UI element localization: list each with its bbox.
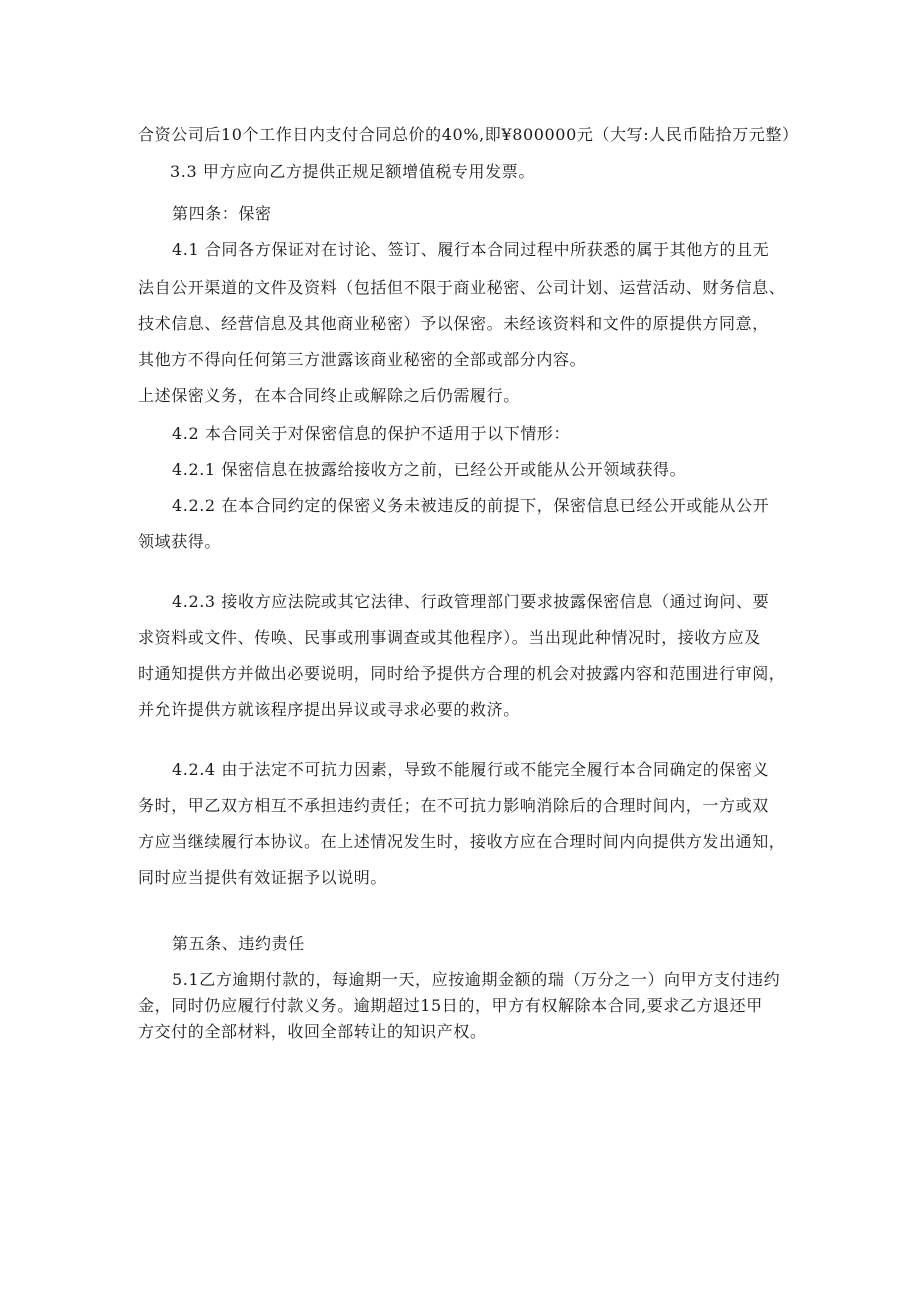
article-4-heading: 第四条：保密 — [172, 204, 272, 223]
clause-4-1-line-5: 上述保密义务，在本合同终止或解除之后仍需履行。 — [138, 386, 520, 405]
clause-3-3: 3.3 甲方应向乙方提供正规足额增值税专用发票。 — [170, 162, 535, 181]
clause-4-2-3-line-3: 时通知提供方并做出必要说明，同时给予提供方合理的机会对披露内容和范围进行审阅， — [138, 664, 786, 683]
clause-4-2-4-line-3: 方应当继续履行本协议。在上述情况发生时，接收方应在合理时间内向提供方发出通知， — [138, 832, 786, 851]
clause-4-2-3-line-2: 求资料或文件、传唤、民事或刑事调查或其他程序）。当出现此种情况时，接收方应及 — [138, 628, 761, 647]
clause-4-1-line-1: 4.1 合同各方保证对在讨论、签订、履行本合同过程中所获悉的属于其他方的且无 — [172, 240, 770, 259]
clause-4-2-4-line-1: 4.2.4 由于法定不可抗力因素，导致不能履行或不能完全履行本合同确定的保密义 — [172, 760, 770, 779]
clause-4-1-line-4: 其他方不得向任何第三方泄露该商业秘密的全部或部分内容。 — [138, 350, 587, 369]
clause-4-2-2-line-2: 领域获得。 — [138, 532, 222, 551]
clause-4-2-2-line-1: 4.2.2 在本合同约定的保密义务未被违反的前提下，保密信息已经公开或能从公开 — [172, 496, 770, 515]
clause-4-2: 4.2 本合同关于对保密信息的保护不适用于以下情形： — [172, 424, 571, 443]
clause-4-2-4-line-4: 同时应当提供有效证据予以说明。 — [138, 868, 388, 887]
clause-4-1-line-3: 技术信息、经营信息及其他商业秘密）予以保密。未经该资料和文件的原提供方同意， — [138, 314, 769, 333]
clause-5-1-line-2: 金，同时仍应履行付款义务。逾期超过15日的，甲方有权解除本合同,要求乙方退还甲 — [138, 996, 763, 1015]
article-5-heading: 第五条、违约责任 — [172, 934, 305, 953]
clause-4-2-4-line-2: 务时，甲乙双方相互不承担违约责任；在不可抗力影响消除后的合理时间内，一方或双 — [138, 796, 769, 815]
payment-clause-continuation: 合资公司后10个工作日内支付合同总价的40%,即¥800000元（大写:人民币陆拾万元整） — [138, 125, 799, 144]
clause-4-2-3-line-1: 4.2.3 接收方应法院或其它法律、行政管理部门要求披露保密信息（通过询问、要 — [172, 592, 770, 611]
clause-5-1-line-1: 5.1乙方逾期付款的，每逾期一天，应按逾期金额的瑞（万分之一）向甲方支付违约 — [172, 970, 781, 989]
clause-5-1-line-3: 方交付的全部材料，收回全部转让的知识产权。 — [138, 1022, 487, 1041]
clause-4-1-line-2: 法自公开渠道的文件及资料（包括但不限于商业秘密、公司计划、运营活动、财务信息、 — [138, 278, 786, 297]
clause-4-2-3-line-4: 并允许提供方就该程序提出异议或寻求必要的救济。 — [138, 700, 520, 719]
clause-4-2-1: 4.2.1 保密信息在披露给接收方之前，已经公开或能从公开领域获得。 — [172, 460, 687, 479]
